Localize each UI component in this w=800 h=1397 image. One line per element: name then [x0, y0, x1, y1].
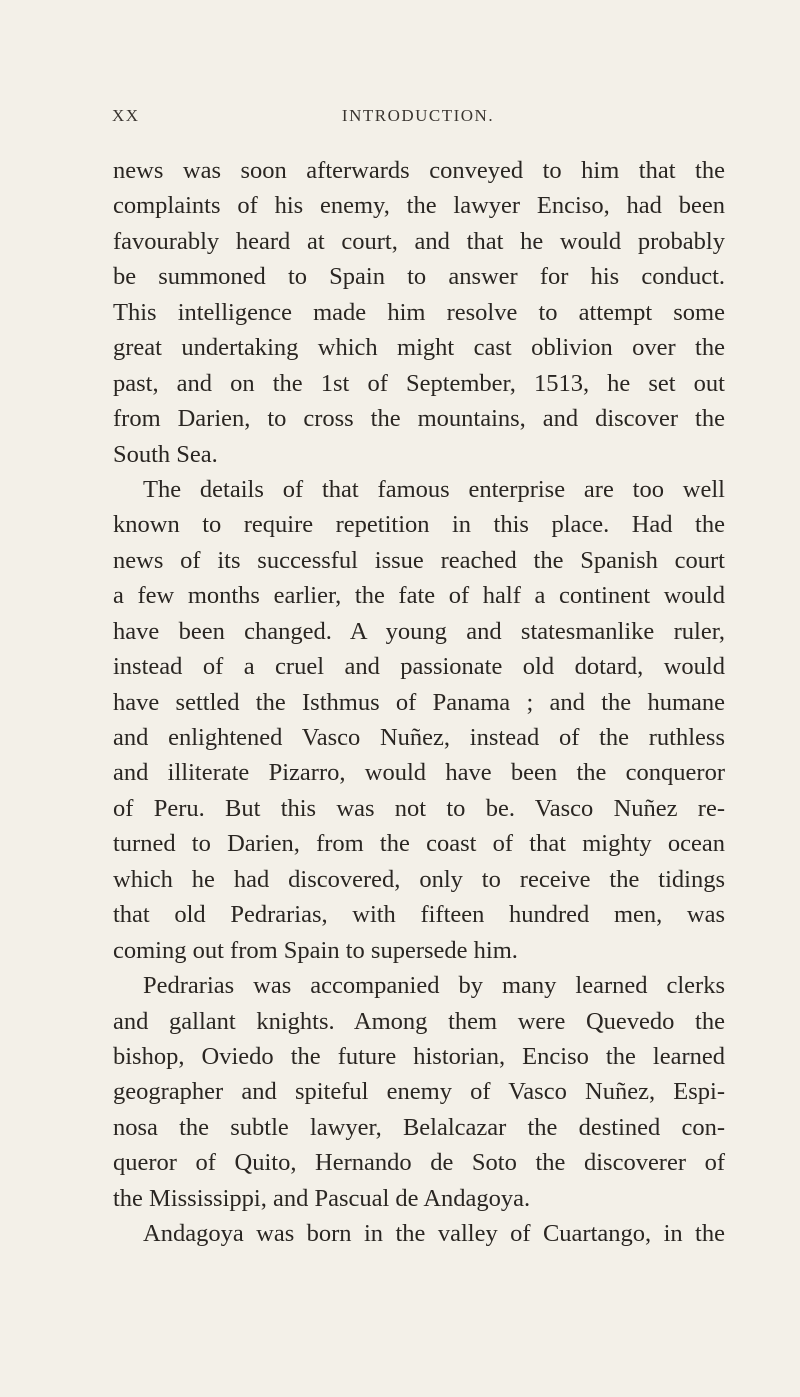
text-line: and enlightened Vasco Nuñez, instead of the ruthless — [113, 724, 725, 751]
paragraph-start-line: Pedrarias was accompanied by many learned clerks — [143, 972, 725, 1000]
text-line: complaints of his enemy, the lawyer Enciso, had been — [113, 192, 725, 220]
text-line: past, and on the 1st of September, 1513, he set out — [113, 369, 725, 397]
paragraph-end-line: the Mississippi, and Pascual de Andagoya. — [113, 1184, 531, 1212]
text-line: This intelligence made him resolve to attempt some — [113, 298, 725, 326]
text-line: have settled the Isthmus of Panama ; and the humane — [113, 688, 725, 716]
text-line: news of its successful issue reached the Spanish court — [113, 546, 725, 574]
text-line: known to require repetition in this place. Had the — [113, 511, 725, 539]
text-line: bishop, Oviedo the future historian, Enciso the learned — [113, 1042, 725, 1070]
text-line: and gallant knights. Among them were Quevedo the — [113, 1007, 725, 1035]
text-line: and illiterate Pizarro, would have been the conqueror — [113, 759, 725, 787]
text-line: news was soon afterwards conveyed to him that the — [113, 157, 725, 184]
text-line: great undertaking which might cast oblivion over the — [113, 334, 725, 362]
body-text — [113, 153, 725, 1252]
page-number: XX — [112, 106, 140, 125]
text-line: be summoned to Spain to answer for his conduct. — [113, 263, 725, 291]
paragraph-end-line: South Sea. — [113, 440, 218, 468]
text-line: which he had discovered, only to receive the tidings — [113, 865, 725, 893]
text-line: nosa the subtle lawyer, Belalcazar the destined con- — [113, 1113, 725, 1141]
text-line: from Darien, to cross the mountains, and discover the — [113, 405, 725, 433]
text-line: turned to Darien, from the coast of that mighty ocean — [113, 830, 725, 858]
text-line: queror of Quito, Hernando de Soto the discoverer of — [113, 1149, 725, 1177]
text-line: have been changed. A young and statesmanlike ruler, — [113, 617, 725, 645]
paragraph-start-line: Andagoya was born in the valley of Cuartango, in the — [143, 1220, 725, 1248]
paragraph-end-line: coming out from Spain to supersede him. — [113, 936, 518, 964]
text-line: that old Pedrarias, with fifteen hundred men, was — [113, 901, 725, 929]
text-line: a few months earlier, the fate of half a continent would — [113, 582, 725, 610]
text-line: geographer and spiteful enemy of Vasco Nuñez, Espi- — [113, 1078, 725, 1106]
running-head — [112, 106, 724, 130]
text-line: favourably heard at court, and that he would probably — [113, 227, 725, 255]
running-title: INTRODUCTION. — [341, 106, 495, 125]
paragraph-start-line: The details of that famous enterprise are too well — [143, 475, 725, 503]
text-line: instead of a cruel and passionate old dotard, would — [113, 653, 725, 681]
text-line: of Peru. But this was not to be. Vasco Nuñez re- — [113, 794, 725, 822]
